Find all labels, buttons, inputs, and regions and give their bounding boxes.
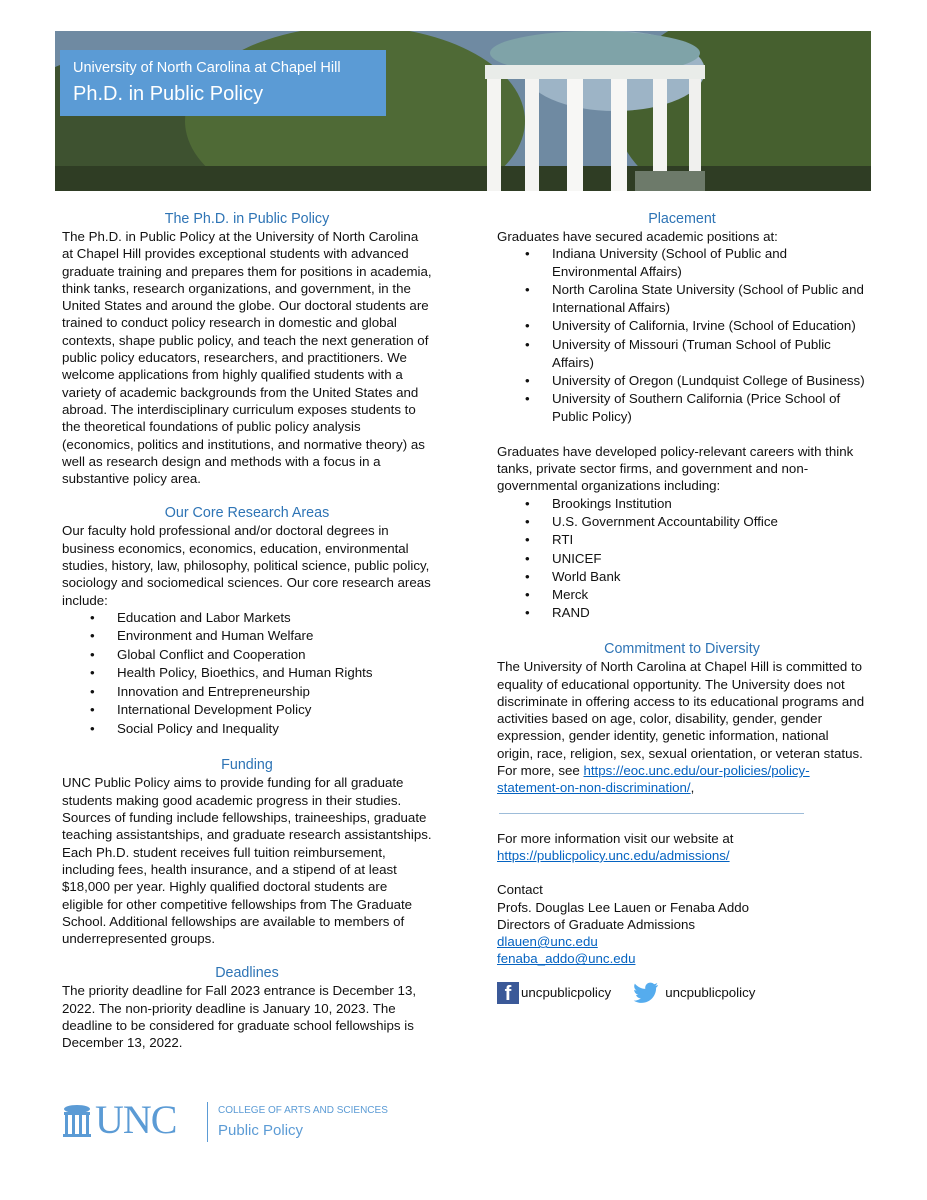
intro-heading: The Ph.D. in Public Policy [164,211,330,227]
university-name: University of North Carolina at Chapel Hill [73,60,341,76]
diversity-text: The University of North Carolina at Chapel Hill is committed to equality of educational opportunity. The University does not discriminate in offering access to its educational programs and activities based on age, color, disability, gender, gender expression, gender identity, genetic information, national origin, race, religion, sex, sexual orientation, or veteran status. For more, see [497,659,865,779]
link-suffix: , [690,780,695,796]
admissions-link[interactable]: https://publicpolicy.unc.edu/admissions/ [497,847,730,863]
careers-list [497,495,867,623]
funding-body: UNC Public Policy aims to provide funding for all graduate students making good academic progress in their studies. Sources of funding include fellowships, traineeships, graduate teaching assistantships, and graduate research assistantships. Each Ph.D. student receives full tuition reimbursement, including fees, health insurance, and a stipend of at least $18,000 per year. Highly qualified doctoral students are eligible for other competitive fellowships from The Graduate School. Additional fellowships are available to members of underrepresented groups. [62,775,432,947]
nondiscrimination-link[interactable]: https://eoc.unc.edu/our-policies/policy-statement-on-non-discrimination/ [497,763,810,796]
academic-intro: Graduates have secured academic positions at: [497,229,778,244]
department-name: Public Policy [218,1122,304,1139]
list-item: • U.S. Government Accountability Office [552,513,867,531]
research-areas-list [62,609,432,739]
research-body: Our faculty hold professional and/or doctoral degrees in business economics, economics, education, environmental studies, history, law, philosophy, political science, public policy, sociology and sociomedical sciences. Our core research areas include: [62,523,431,608]
contact-role: Directors of Graduate Admissions [497,916,696,932]
title-box [60,50,386,116]
twitter-icon[interactable] [633,982,659,1004]
list-item: • Health Policy, Bioethics, and Human Rights [117,664,432,683]
list-item: • University of California, Irvine (School of Education) [552,317,867,335]
list-item: • University of Southern California (Price School of Public Policy) [552,390,867,426]
unc-logo [62,1097,402,1144]
academic-positions-list [497,245,867,425]
careers-intro: Graduates have developed policy-relevant careers with think tanks, private sector firms, and government and non-governmental organizations including: [497,443,854,494]
list-item: • International Development Policy [117,701,432,720]
deadlines-body: The priority deadline for Fall 2023 entrance is December 13, 2022. The non-priority deadline is January 10, 2023. The deadline to be considered for graduate school fellowships is December 13, 2022. [62,983,417,1051]
unc-wordmark: UNC [95,1097,177,1142]
funding-heading: Funding [221,757,273,774]
research-heading: Our Core Research Areas [164,505,330,522]
list-item: • Indiana University (School of Public and Environmental Affairs) [552,245,867,281]
social-links [497,982,867,1004]
email-fenaba-link[interactable]: fenaba_addo@unc.edu [497,951,636,967]
email-dlauen-link[interactable]: dlauen@unc.edu [497,934,598,950]
list-item: • Brookings Institution [552,495,867,513]
facebook-handle[interactable]: uncpublicpolicy [521,985,612,1001]
diversity-heading: Commitment to Diversity [604,641,760,658]
divider [499,813,804,814]
deadlines-heading: Deadlines [215,965,279,982]
list-item: • RAND [552,604,867,622]
list-item: • Environment and Human Welfare [117,627,432,646]
placement-heading: Placement [648,211,716,227]
list-item: • Education and Labor Markets [117,609,432,628]
old-well-icon [62,1104,92,1138]
list-item: • North Carolina State University (School of Public and International Affairs) [552,281,867,317]
list-item: • University of Missouri (Truman School of Public Affairs) [552,336,867,372]
college-name: COLLEGE OF ARTS AND SCIENCES [218,1105,388,1116]
contact-label: Contact [497,882,543,898]
list-item: • University of Oregon (Lundquist College of Business) [552,372,867,390]
contact-names: Profs. Douglas Lee Lauen or Fenaba Addo [497,899,750,915]
diversity-body [497,658,867,796]
list-item: • RTI [552,531,867,549]
program-title: Ph.D. in Public Policy [73,83,264,105]
info-text: For more information visit our website at [497,830,734,846]
logo-divider [207,1102,208,1142]
facebook-icon[interactable]: f [497,982,519,1004]
right-column [497,210,867,1004]
list-item: • Innovation and Entrepreneurship [117,683,432,702]
left-column [62,210,432,1052]
list-item: • World Bank [552,568,867,586]
twitter-handle[interactable]: uncpublicpolicy [665,985,756,1001]
list-item: • Social Policy and Inequality [117,720,432,739]
intro-body: The Ph.D. in Public Policy at the University of North Carolina at Chapel Hill provides exceptional students with advanced graduate training and prepares them for positions in academia, think tanks, research organizations, and government, in the United States and around the globe. Our doctoral students are trained to conduct policy research in domestic and global contexts, shape public policy, and teach the next generation of public policy educators, researchers, and practitioners. We welcome applications from highly qualified students with a variety of academic backgrounds from the United States and abroad. The interdisciplinary curriculum exposes students to the theoretical foundations of public policy analysis (economics, politics and institutions, and normative theory) as well as research design and methods with a focus in a substantive policy area. [62,229,432,487]
list-item: • Merck [552,586,867,604]
list-item: • Global Conflict and Cooperation [117,646,432,665]
list-item: • UNICEF [552,550,867,568]
